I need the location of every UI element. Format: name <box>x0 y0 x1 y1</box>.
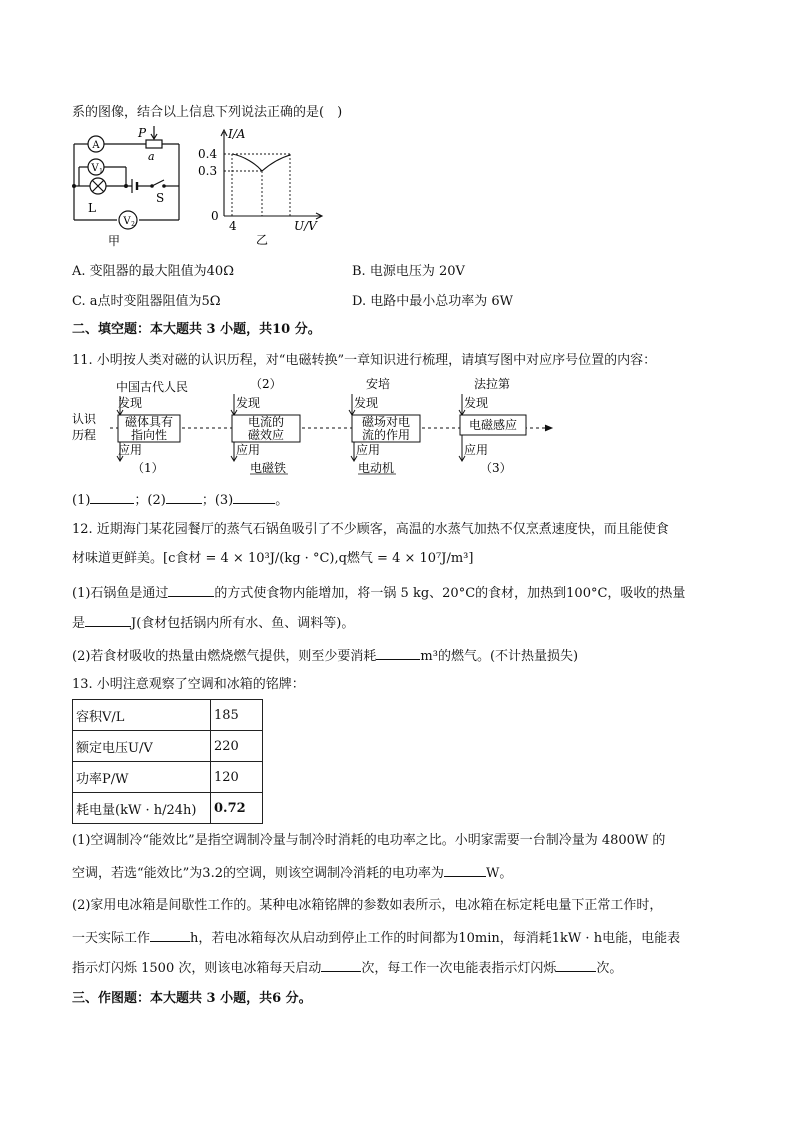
table-cell-value: 0.72 <box>211 793 263 824</box>
table-cell-key: 容积V/L <box>73 700 211 731</box>
answer-blank-q13-starts[interactable] <box>321 958 361 972</box>
answer-blank-q13-hours[interactable] <box>150 928 190 942</box>
circuit-caption: 甲 <box>108 234 121 248</box>
q12-part-1-cont: 是 J(食材包括锅内所有水、鱼、调料等)。 <box>72 613 354 633</box>
svg-text:发现: 发现 <box>354 396 379 410</box>
graph-y-tick-03: 0.3 <box>198 164 218 178</box>
svg-text:V: V <box>91 163 99 174</box>
table-row <box>73 762 263 793</box>
svg-text:电动机: 电动机 <box>358 461 395 475</box>
table-cell-value: 220 <box>211 731 263 762</box>
side-label-1: 认识 <box>72 412 97 426</box>
option-d: D. 电路中最小总功率为 6W <box>352 294 513 309</box>
svg-text:（1）: （1） <box>132 461 164 475</box>
q12-part-1: (1)石锅鱼是通过 的方式使食物内能增加，将一锅 5 kg、20°C的食材，加热到100°C，吸收的热量 <box>72 583 685 603</box>
q13-part-1-line-1: (1)空调制冷“能效比”是指空调制冷量与制冷时消耗的电功率之比。小明家需要一台制冷量为 4800W 的 <box>72 833 666 848</box>
flow-column-2 <box>231 377 300 475</box>
svg-text:发现: 发现 <box>118 396 143 410</box>
table-cell-key: 功率P/W <box>73 762 211 793</box>
answer-blank-q12-gas[interactable] <box>376 646 420 660</box>
svg-text:中国古代人民: 中国古代人民 <box>116 380 189 394</box>
graph-y-label: I/A <box>228 127 246 141</box>
side-label-2: 历程 <box>72 428 97 442</box>
svg-text:1: 1 <box>99 168 103 175</box>
flow-column-4 <box>459 376 526 475</box>
svg-text:磁体具有: 磁体具有 <box>124 415 174 429</box>
q10-stem: 系的图像，结合以上信息下列说法正确的是( ) <box>72 105 343 120</box>
graph-x-label: U/V <box>294 219 317 233</box>
svg-text:法拉第: 法拉第 <box>474 377 511 391</box>
graph-caption: 乙 <box>256 233 269 246</box>
q13-part-2-line-1: (2)家用电冰箱是间歇性工作的。某种电冰箱铭牌的参数如表所示，电冰箱在标定耗电量下正常工作时， <box>72 898 663 913</box>
table-cell-value: 120 <box>211 762 263 793</box>
table-row <box>73 700 263 731</box>
q12-stem-line-1: 12. 近期海门某花园餐厅的蒸气石锅鱼吸引了不少顾客，高温的水蒸气加热不仅烹煮速度快，而且能使食 <box>72 522 669 537</box>
answer-blank-2[interactable] <box>166 490 202 504</box>
table-cell-key: 耗电量(kW · h/24h) <box>73 793 211 824</box>
q13-part-1-line-2: 空调，若选“能效比”为3.2的空调，则该空调制冷消耗的电功率为 W。 <box>72 863 512 883</box>
voltmeter-v2-icon <box>119 211 137 229</box>
table-row <box>73 731 263 762</box>
section-3-heading: 三、作图题：本大题共 3 小题，共6 分。 <box>72 991 312 1006</box>
svg-text:指向性: 指向性 <box>130 428 168 442</box>
svg-text:流的作用: 流的作用 <box>361 428 411 442</box>
flow-column-1 <box>116 379 188 475</box>
svg-text:2: 2 <box>131 221 135 228</box>
q11-answers: (1) ；(2) ；(3) 。 <box>72 490 288 510</box>
svg-text:（3）: （3） <box>480 461 512 475</box>
magnetism-flow-diagram <box>70 376 570 476</box>
svg-text:（2）: （2） <box>250 377 282 391</box>
svg-text:应用: 应用 <box>464 443 489 457</box>
svg-text:电磁感应: 电磁感应 <box>468 418 518 432</box>
q13-part-2-line-3: 指示灯闪烁 1500 次，则该电冰箱每天启动 次，每工作一次电能表指示灯闪烁 次。 <box>72 958 622 978</box>
switch-label: S <box>156 191 165 205</box>
graph-y-tick-04: 0.4 <box>198 147 218 161</box>
fridge-spec-table <box>72 699 263 824</box>
option-a: A. 变阻器的最大阻值为40Ω <box>72 264 234 279</box>
q11-stem: 11. 小明按人类对磁的认识历程，对“电磁转换”一章知识进行梳理，请填写图中对应序号位置的内容： <box>72 353 657 368</box>
lamp-label: L <box>88 201 96 215</box>
ammeter-icon <box>88 136 104 152</box>
table-row <box>73 793 263 824</box>
table-cell-value: 185 <box>211 700 263 731</box>
q12-stem-line-2: 材味道更鲜美。[c食材 = 4 × 10³J/(kg · °C),q燃气 = 4 × 10⁷J/m³] <box>72 551 474 566</box>
graph-x-tick-4: 4 <box>229 219 237 233</box>
lamp-icon <box>90 178 106 194</box>
svg-text:发现: 发现 <box>236 396 261 410</box>
svg-text:磁场对电: 磁场对电 <box>361 415 411 429</box>
q12-part-2: (2)若食材吸收的热量由燃烧燃气提供，则至少要消耗 m³的燃气。(不计热量损失) <box>72 646 578 666</box>
svg-text:应用: 应用 <box>236 443 261 457</box>
answer-blank-q13-power[interactable] <box>444 863 486 877</box>
q13-stem: 13. 小明注意观察了空调和冰箱的铭牌： <box>72 677 305 692</box>
svg-text:A: A <box>92 140 100 151</box>
option-c: C. a点时变阻器阻值为5Ω <box>72 294 221 309</box>
svg-text:V: V <box>123 216 131 227</box>
svg-text:应用: 应用 <box>118 443 143 457</box>
answer-blank-3[interactable] <box>233 490 275 504</box>
table-cell-key: 额定电压U/V <box>73 731 211 762</box>
answer-blank-1[interactable] <box>90 490 134 504</box>
flow-column-3 <box>349 376 420 475</box>
svg-text:电磁铁: 电磁铁 <box>250 461 287 475</box>
svg-text:安培: 安培 <box>366 377 391 391</box>
svg-text:应用: 应用 <box>356 443 381 457</box>
svg-text:电流的: 电流的 <box>247 415 285 429</box>
graph-origin: 0 <box>211 209 219 223</box>
answer-blank-q13-flashes[interactable] <box>556 958 596 972</box>
section-2-heading: 二、填空题：本大题共 3 小题，共10 分。 <box>72 322 321 337</box>
slider-label: P <box>138 126 147 140</box>
option-b: B. 电源电压为 20V <box>352 264 465 279</box>
svg-text:发现: 发现 <box>464 396 489 410</box>
answer-blank-q12-method[interactable] <box>168 583 214 597</box>
circuit-diagram <box>66 124 196 252</box>
svg-text:磁效应: 磁效应 <box>247 428 285 442</box>
point-a-label: a <box>148 150 155 163</box>
answer-blank-q12-heat[interactable] <box>85 613 131 627</box>
q13-part-2-line-2: 一天实际工作 h，若电冰箱每次从启动到停止工作的时间都为10min，每消耗1kW · h电能，电能表 <box>72 928 680 948</box>
iu-graph <box>198 124 328 246</box>
